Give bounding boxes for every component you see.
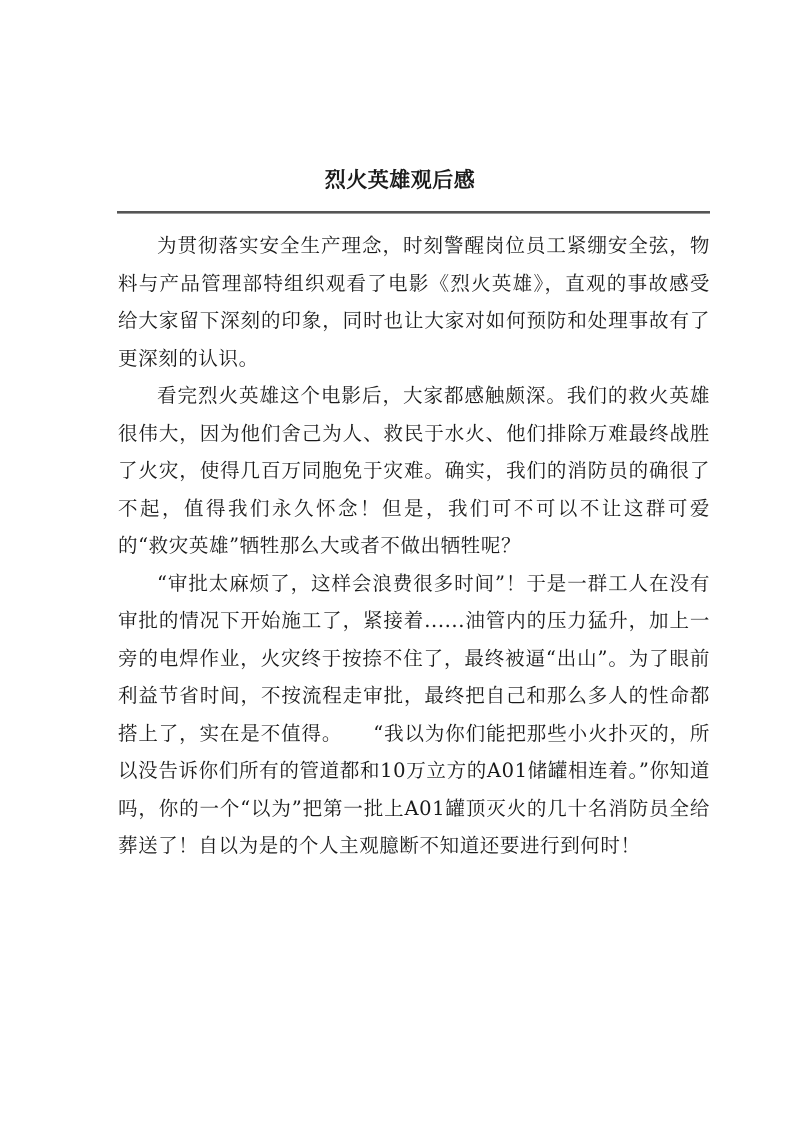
document-title: 烈火英雄观后感	[324, 167, 476, 192]
paragraph-2: 看完烈火英雄这个电影后，大家都感触颇深。我们的救火英雄很伟大，因为他们舍己为人、救民于水火、他们排除万难最终战胜了火灾，使得几百万同胞免于灾难。确实，我们的消防员的确很了不起，值得我们永久怀念！但是，我们可不可以不让这群可爱的“救灾英雄”牺牲那么大或者不做出牺牲呢？	[118, 384, 710, 557]
document-body	[118, 227, 710, 865]
paragraph-1: 为贯彻落实安全生产理念，时刻警醒岗位员工紧绷安全弦，物料与产品管理部特组织观看了电影《烈火英雄》，直观的事故感受给大家留下深刻的印象，同时也让大家对如何预防和处理事故有了更深刻的认识。	[118, 234, 710, 370]
paragraph-3: “审批太麻烦了，这样会浪费很多时间”！于是一群工人在没有审批的情况下开始施工了，紧接着......油管内的压力猛升，加上一旁的电焊作业，火灾终于按捺不住了，最终被逼“出山”。为了眼前利益节省时间，不按流程走审批，最终把自己和那么多人的性命都搭上了，实在是不值得。 “我以为你们能把那些小火扑灭的，所以没告诉你们所有的管道都和10万立方的A01储罐相连着。”你知道吗，你的一个“以为”把第一批上A01罐顶灭火的几十名消防员全给葬送了！自以为是的个人主观臆断不知道还要进行到何时！	[118, 571, 710, 857]
title-divider	[117, 211, 710, 214]
